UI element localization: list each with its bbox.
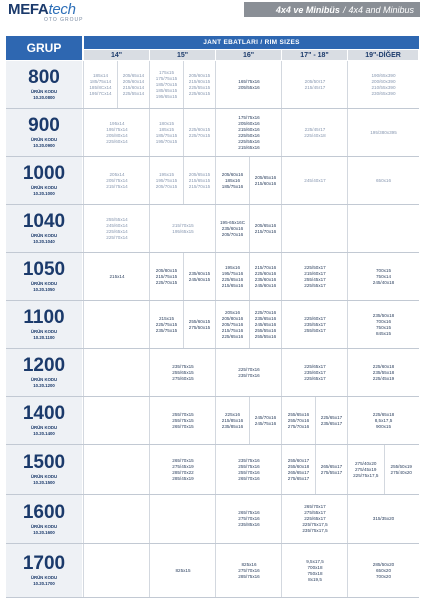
cell-divider bbox=[249, 157, 250, 205]
size-cell bbox=[348, 349, 419, 396]
size-cell bbox=[150, 61, 183, 108]
cell-divider bbox=[315, 445, 316, 495]
size-list: 205/60x15 215/60x15 225/55x15 225/60x15 bbox=[188, 72, 211, 96]
column-divider bbox=[215, 205, 216, 253]
cell-divider bbox=[249, 205, 250, 253]
size-cell bbox=[348, 157, 419, 204]
size-cell bbox=[84, 397, 150, 444]
table-row bbox=[6, 445, 419, 495]
product-code: 10.20.1100 bbox=[33, 335, 55, 340]
column-divider bbox=[83, 253, 84, 301]
product-code: 10.20.0900 bbox=[33, 143, 55, 148]
size-list: 285/50x20 650x20 700x20 bbox=[372, 561, 395, 579]
group-cell bbox=[6, 253, 82, 301]
group-number: 900 bbox=[28, 115, 60, 136]
title-separator: / bbox=[342, 4, 346, 15]
cell-divider bbox=[183, 157, 184, 205]
size-cell bbox=[282, 495, 348, 543]
size-list: 265/75x16 275/70x16 235/85x16 bbox=[238, 510, 260, 527]
cell-divider bbox=[249, 253, 250, 301]
size-list: 275/40x20 275/45x19 225/75x17,5 bbox=[353, 460, 379, 478]
table-row bbox=[6, 301, 419, 349]
logo-subtitle: OTO GROUP bbox=[44, 17, 84, 23]
group-number: 1500 bbox=[22, 452, 66, 473]
table-row bbox=[6, 495, 419, 544]
size-list: 225/65x17 235/60x17 225/65x17 bbox=[304, 363, 326, 381]
group-cell bbox=[6, 157, 82, 205]
column-divider bbox=[281, 301, 282, 349]
size-list: 205/60x16 185x16 185/75x16 bbox=[221, 171, 244, 189]
column-divider bbox=[215, 397, 216, 445]
group-number: 1040 bbox=[22, 211, 66, 232]
product-code-label: ÜRÜN KODU bbox=[30, 425, 58, 430]
size-cell bbox=[183, 157, 216, 204]
group-cell bbox=[6, 495, 82, 544]
size-cell bbox=[150, 205, 216, 252]
size-cell bbox=[348, 109, 419, 156]
size-list: 255/70x15 255/75x15 265/70x15 bbox=[172, 411, 194, 429]
column-divider bbox=[281, 253, 282, 301]
group-number: 1200 bbox=[22, 355, 66, 376]
size-list: 195x15 195/75x15 205/70x15 bbox=[155, 171, 178, 189]
size-cell bbox=[183, 109, 216, 156]
rim-size-table bbox=[6, 36, 419, 598]
size-cell bbox=[249, 397, 282, 444]
product-code-label: ÜRÜN KODU bbox=[30, 474, 58, 479]
size-list: 205/65x14 205/60x14 215/60x14 225/55x14 bbox=[122, 72, 145, 96]
size-cell bbox=[84, 61, 117, 108]
product-code: 10.20.1400 bbox=[33, 431, 55, 436]
size-cell bbox=[216, 544, 282, 597]
size-cell bbox=[348, 253, 419, 300]
size-cell bbox=[150, 544, 216, 597]
size-list: 205/65x16 215/70x16 bbox=[254, 222, 277, 234]
size-column-header: 19"-DİĞER bbox=[348, 50, 418, 60]
size-cell bbox=[183, 301, 216, 348]
size-list: 235/60x15 245/60x15 bbox=[188, 270, 211, 282]
size-list: 190/65x390 200/60x390 210/55x390 230/65x390 bbox=[371, 72, 396, 96]
product-code-label: ÜRÜN KODU bbox=[30, 281, 58, 286]
size-list: 255/65x16 255/70x16 275/70x16 bbox=[287, 411, 310, 429]
size-list: 225/60x18 235/55x18 225/45x19 bbox=[372, 363, 395, 381]
size-cell bbox=[282, 301, 348, 348]
size-column-header: 17" - 18" bbox=[282, 50, 347, 60]
column-divider bbox=[83, 495, 84, 544]
title-en: 4x4 and Minibus bbox=[348, 4, 414, 15]
column-divider bbox=[281, 495, 282, 544]
column-divider bbox=[215, 544, 216, 598]
size-list: 825x16 275/70x16 285/75x16 bbox=[238, 561, 260, 579]
column-divider bbox=[149, 109, 150, 157]
product-code: 10.20.1600 bbox=[33, 529, 55, 535]
size-list: 195/380x395 bbox=[370, 129, 397, 135]
size-cell bbox=[282, 544, 348, 597]
column-divider bbox=[149, 301, 150, 349]
table-row bbox=[6, 157, 419, 205]
size-cell bbox=[117, 61, 150, 108]
column-divider bbox=[347, 301, 348, 349]
product-code: 10.20.1040 bbox=[33, 239, 55, 244]
column-divider bbox=[83, 61, 84, 109]
size-cell bbox=[315, 397, 348, 444]
column-divider bbox=[83, 544, 84, 598]
size-list: 225/70x16 235/70x16 bbox=[238, 366, 260, 378]
size-list: 205/65x16 215/60x16 bbox=[254, 174, 277, 186]
cell-divider bbox=[183, 61, 184, 109]
column-divider bbox=[215, 253, 216, 301]
size-cell bbox=[84, 157, 150, 204]
size-list: 225/60x17 235/55x17 255/50x17 bbox=[304, 315, 326, 333]
size-column-header: 14" bbox=[84, 50, 149, 60]
size-cell bbox=[315, 445, 348, 494]
size-list: 205/65x15 215/65x15 215/70x15 bbox=[188, 171, 211, 189]
column-divider bbox=[149, 205, 150, 253]
column-divider bbox=[347, 445, 348, 495]
size-cell bbox=[348, 205, 419, 252]
size-cell bbox=[216, 349, 282, 396]
logo-tech: tech bbox=[48, 1, 76, 18]
size-list: 650x16 bbox=[375, 177, 392, 183]
column-divider bbox=[281, 205, 282, 253]
size-cell bbox=[282, 253, 348, 300]
size-cell bbox=[216, 157, 249, 204]
size-cell bbox=[84, 109, 150, 156]
product-code: 10.20.1500 bbox=[33, 480, 55, 485]
column-divider bbox=[215, 61, 216, 109]
group-cell bbox=[6, 349, 82, 397]
group-column-header: GRUP bbox=[6, 36, 82, 60]
size-list: 9,5x17,5 700x18 750x18 8x19,5 bbox=[306, 558, 324, 582]
size-cell bbox=[84, 301, 150, 348]
size-list: 215/70x16 225/60x16 235/60x16 245/60x16 bbox=[254, 264, 277, 288]
column-divider bbox=[281, 157, 282, 205]
title-tr: 4x4 ve Minibüs bbox=[275, 4, 340, 15]
column-divider bbox=[347, 205, 348, 253]
column-divider bbox=[149, 544, 150, 598]
column-divider bbox=[149, 445, 150, 495]
column-divider bbox=[347, 397, 348, 445]
product-code-label: ÜRÜN KODU bbox=[30, 377, 58, 382]
table-row bbox=[6, 205, 419, 253]
column-divider bbox=[215, 495, 216, 544]
size-list: 225/65x17 235/65x17 bbox=[320, 414, 343, 426]
size-cell bbox=[282, 445, 315, 494]
size-cell bbox=[249, 301, 282, 348]
size-cell bbox=[348, 61, 419, 108]
column-divider bbox=[347, 349, 348, 397]
size-cell bbox=[150, 301, 183, 348]
column-divider bbox=[281, 544, 282, 598]
product-code: 10.20.1200 bbox=[33, 383, 55, 388]
column-divider bbox=[281, 349, 282, 397]
size-cell bbox=[348, 301, 419, 348]
product-code-label: ÜRÜN KODU bbox=[30, 185, 58, 190]
product-code: 10.20.1000 bbox=[33, 191, 55, 196]
group-cell bbox=[6, 109, 82, 157]
size-cell bbox=[183, 61, 216, 108]
table-row bbox=[6, 253, 419, 301]
page-header bbox=[0, 0, 424, 34]
size-cell bbox=[282, 205, 348, 252]
product-code-label: ÜRÜN KODU bbox=[30, 233, 58, 238]
group-cell bbox=[6, 445, 82, 495]
group-cell bbox=[6, 205, 82, 253]
size-list: 245/70x16 245/75x16 bbox=[254, 414, 277, 426]
group-cell bbox=[6, 301, 82, 349]
column-divider bbox=[281, 445, 282, 495]
column-divider bbox=[347, 157, 348, 205]
size-cell bbox=[150, 397, 216, 444]
table-row bbox=[6, 61, 419, 109]
size-cell bbox=[216, 445, 282, 494]
cell-divider bbox=[384, 445, 385, 495]
logo-main: MEFA bbox=[8, 1, 49, 18]
size-list: 175x15 175/75x15 185/70x15 185/65x15 195/65x15 bbox=[155, 69, 178, 99]
size-column-header: 15" bbox=[150, 50, 215, 60]
size-list: 175/75x16 205/60x16 215/60x16 225/50x16 225/55x16 215/65x16 bbox=[238, 114, 260, 150]
size-list: 700x15 750x14 245/40x18 bbox=[372, 267, 395, 285]
size-cell bbox=[348, 544, 419, 597]
cell-divider bbox=[183, 301, 184, 349]
size-cell bbox=[150, 495, 216, 543]
column-divider bbox=[149, 349, 150, 397]
size-list: 225x16 215/85x16 235/85x16 bbox=[221, 411, 244, 429]
product-code-label: ÜRÜN KODU bbox=[30, 575, 58, 580]
table-row bbox=[6, 349, 419, 397]
size-column-header: 16" bbox=[216, 50, 281, 60]
size-list: 245/40x17 bbox=[304, 177, 326, 183]
size-cell bbox=[84, 495, 150, 543]
size-cell bbox=[84, 253, 150, 300]
size-list: 215/70x15 195/65x15 bbox=[172, 222, 194, 234]
table-row bbox=[6, 397, 419, 445]
size-list: 185x14 185/75x14 185/8Cx14 195/7Cx14 bbox=[89, 72, 112, 96]
size-list: 235/75x15 255/65x15 275/60x15 bbox=[172, 363, 194, 381]
size-list: 225/50x17 215/60x17 255/45x17 225/55x17 bbox=[304, 264, 326, 288]
group-number: 1400 bbox=[22, 403, 66, 424]
column-divider bbox=[347, 109, 348, 157]
table-row bbox=[6, 109, 419, 157]
group-number: 800 bbox=[28, 67, 60, 88]
size-list: 215x14 bbox=[109, 273, 125, 279]
column-divider bbox=[215, 445, 216, 495]
size-cell bbox=[84, 544, 150, 597]
column-divider bbox=[149, 495, 150, 544]
column-divider bbox=[347, 253, 348, 301]
size-list: 205x14 205/75x14 215/75x14 bbox=[106, 171, 128, 189]
size-cell bbox=[282, 349, 348, 396]
group-number: 1100 bbox=[23, 307, 65, 328]
size-list: 255/50x19 275/40x20 bbox=[390, 463, 412, 475]
size-list: 205/80x15 215/75x15 225/70x15 bbox=[155, 267, 178, 285]
group-number: 1050 bbox=[22, 259, 66, 280]
column-divider bbox=[149, 397, 150, 445]
size-list: 315/35x20 bbox=[372, 516, 395, 521]
size-cell bbox=[216, 301, 249, 348]
size-cell bbox=[216, 109, 282, 156]
column-divider bbox=[83, 445, 84, 495]
size-cell bbox=[150, 445, 216, 494]
size-list: 225/65x18 8,5x17,5 900x15 bbox=[372, 411, 395, 429]
size-list: 215x15 225/75x15 235/75x15 bbox=[155, 315, 178, 333]
product-code: 10.20.0800 bbox=[33, 95, 55, 100]
column-divider bbox=[281, 109, 282, 157]
cell-divider bbox=[249, 301, 250, 349]
column-divider bbox=[83, 109, 84, 157]
size-cell bbox=[84, 445, 150, 494]
product-code-label: ÜRÜN KODU bbox=[30, 137, 58, 142]
group-cell bbox=[6, 544, 82, 598]
size-list: 265/70x15 275/45x19 285/70x22 285/45x19 bbox=[172, 457, 194, 481]
product-code-label: ÜRÜN KODU bbox=[30, 89, 58, 94]
size-cell bbox=[150, 109, 183, 156]
column-divider bbox=[149, 157, 150, 205]
title-banner bbox=[244, 2, 420, 17]
row-divider bbox=[6, 597, 419, 598]
size-list: 225/45r17 225/40x18 bbox=[304, 126, 326, 138]
size-list: 825x15 bbox=[175, 567, 191, 573]
size-cell bbox=[282, 157, 348, 204]
column-divider bbox=[83, 349, 84, 397]
size-cell bbox=[249, 253, 282, 300]
column-divider bbox=[281, 397, 282, 445]
size-cell bbox=[348, 495, 419, 543]
product-code: 10.20.1050 bbox=[33, 287, 55, 292]
size-cell bbox=[384, 445, 420, 494]
size-list: 225/70x16 235/65x16 245/65x16 255/55x16 255/55x16 bbox=[254, 309, 277, 339]
size-cell bbox=[150, 253, 183, 300]
group-number: 1000 bbox=[22, 163, 66, 184]
size-cell bbox=[150, 157, 183, 204]
column-divider bbox=[149, 61, 150, 109]
column-divider bbox=[83, 301, 84, 349]
column-divider bbox=[215, 301, 216, 349]
size-list: 235/50x18 700x16 750x15 845x15 bbox=[372, 312, 395, 336]
group-cell bbox=[6, 61, 82, 109]
size-list: 205x16 205/80x16 205/75x16 215/75x16 225/65x16 bbox=[221, 309, 244, 339]
product-code-label: ÜRÜN KODU bbox=[30, 329, 58, 334]
size-cell bbox=[249, 157, 282, 204]
column-divider bbox=[347, 544, 348, 598]
product-code-label: ÜRÜN KODU bbox=[30, 523, 58, 529]
column-divider bbox=[149, 253, 150, 301]
size-cell bbox=[282, 61, 348, 108]
size-cell bbox=[282, 397, 315, 444]
size-cell bbox=[348, 397, 419, 444]
size-cell bbox=[348, 445, 384, 494]
cell-divider bbox=[249, 397, 250, 445]
size-list: 195-65x16C 235/60x16 205/70x16 bbox=[219, 219, 246, 237]
size-list: 165/75x16 205/55x16 bbox=[238, 78, 260, 90]
size-cell bbox=[216, 495, 282, 543]
size-cell bbox=[249, 205, 282, 252]
column-divider bbox=[347, 495, 348, 544]
cell-divider bbox=[117, 61, 118, 109]
group-number: 1700 bbox=[22, 553, 66, 574]
group-number: 1600 bbox=[22, 501, 66, 523]
brand-logo bbox=[8, 1, 76, 18]
size-list: 195x16 195/75x16 225/65x16 215/65x16 bbox=[221, 264, 244, 288]
product-code: 10.20.1700 bbox=[33, 581, 55, 586]
column-divider bbox=[281, 61, 282, 109]
size-cell bbox=[183, 253, 216, 300]
group-cell bbox=[6, 397, 82, 445]
size-list: 265/65x17 275/55x17 bbox=[320, 463, 343, 475]
size-list: 180x15 185x15 185/75x15 195/70x15 bbox=[155, 120, 178, 144]
size-cell bbox=[216, 61, 282, 108]
column-divider bbox=[215, 157, 216, 205]
cell-divider bbox=[183, 253, 184, 301]
size-cell bbox=[282, 109, 348, 156]
size-list: 205/50r17 215/45r17 bbox=[304, 78, 326, 90]
column-divider bbox=[215, 349, 216, 397]
cell-divider bbox=[183, 109, 184, 157]
size-cell bbox=[150, 349, 216, 396]
size-list: 225/60x15 225/70x15 bbox=[188, 126, 211, 138]
size-list: 195x14 195/75x14 205/80x14 225/60x14 bbox=[106, 120, 128, 144]
column-divider bbox=[83, 157, 84, 205]
table-row bbox=[6, 544, 419, 598]
column-divider bbox=[83, 397, 84, 445]
column-divider bbox=[83, 205, 84, 253]
size-cell bbox=[84, 205, 150, 252]
size-list: 235/75x16 255/75x16 255/70x16 265/70x16 bbox=[238, 457, 260, 481]
column-divider bbox=[347, 61, 348, 109]
size-list: 255/60x15 275/50x15 bbox=[188, 318, 211, 330]
rim-sizes-header: JANT EBATLARI / RIM SIZES bbox=[84, 36, 419, 49]
size-list: 265/70x17 275/55x17 225/65x17 225/75x17,5 235/75x17,5 bbox=[302, 504, 328, 533]
size-cell bbox=[216, 205, 249, 252]
size-list: 255/60x17 255/60x18 265/65x17 275/65x17 bbox=[287, 457, 310, 481]
size-cell bbox=[216, 253, 249, 300]
column-divider bbox=[215, 109, 216, 157]
size-cell bbox=[216, 397, 249, 444]
size-list: 255/55x14 245/60x14 225/65x14 225/70x14 bbox=[106, 216, 128, 240]
cell-divider bbox=[315, 397, 316, 445]
size-cell bbox=[84, 349, 150, 396]
